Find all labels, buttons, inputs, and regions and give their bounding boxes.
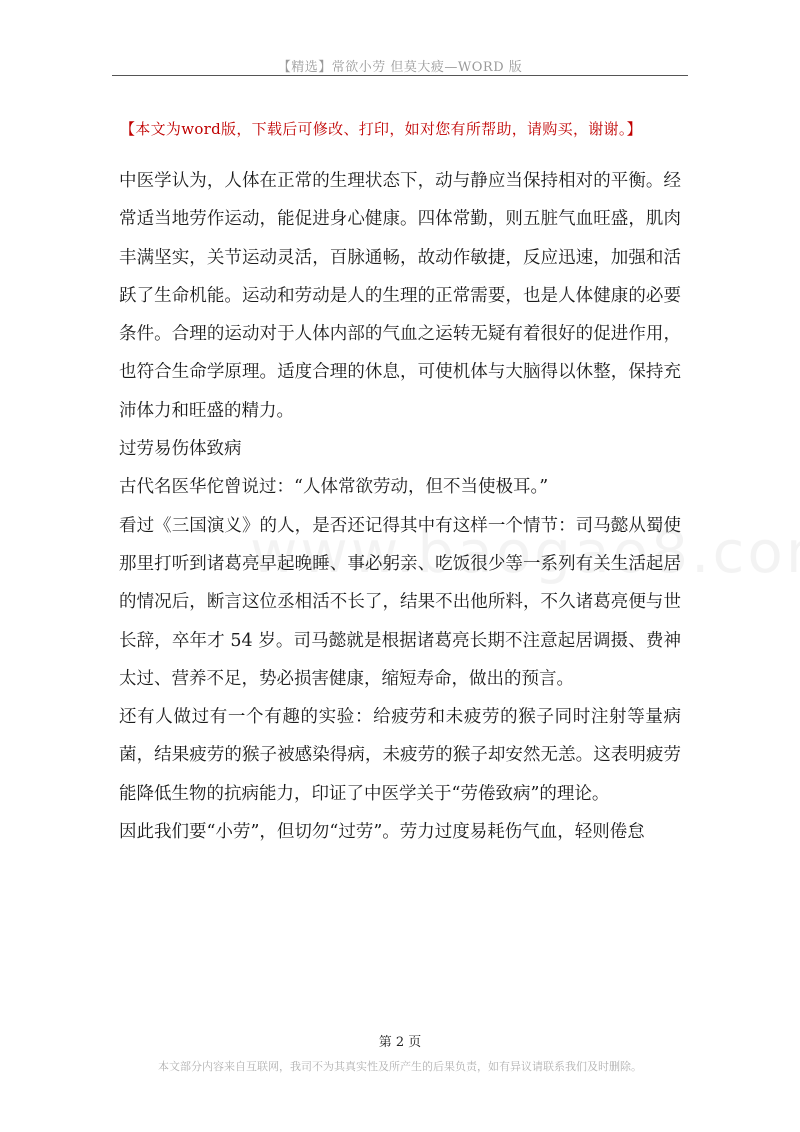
document-body bbox=[119, 162, 681, 851]
download-notice: 【本文为word版，下载后可修改、打印，如对您有所帮助，请购买，谢谢。】 bbox=[120, 120, 642, 138]
page-number: 第 2 页 bbox=[378, 1035, 422, 1050]
paragraph-huatuo-quote: 古代名医华佗曾说过：“人体常欲劳动，但不当使极耳。” bbox=[119, 477, 549, 498]
paragraph-three-kingdoms: 看过《三国演义》的人，是否还记得其中有这样一个情节：司马懿从蜀使那里打听到诸葛亮早起晚睡、事必躬亲、吃饭很少等一系列有关生活起居的情况后，断言这位丞相活不长了，结果不出他所料，不久诸葛亮便与世长辞，卒年才 54 岁。司马懿就是根据诸葛亮长期不注意起居调摄、费神太过、营养不足，势必损害健康，缩短寿命，做出的预言。 bbox=[119, 515, 681, 689]
section-heading: 过劳易伤体致病 bbox=[119, 439, 242, 460]
footer-disclaimer: 本文部分内容来自互联网，我司不为其真实性及所产生的后果负责，如有异议请联系我们及时删除。 bbox=[158, 1060, 642, 1073]
paragraph-intro: 中医学认为，人体在正常的生理状态下，动与静应当保持相对的平衡。经常适当地劳作运动，能促进身心健康。四体常勤，则五脏气血旺盛，肌肉丰满坚实，关节运动灵活，百脉通畅，故动作敏捷，反应迅速，加强和活跃了生命机能。运动和劳动是人的生理的正常需要，也是人体健康的必要条件。合理的运动对于人体内部的气血之运转无疑有着很好的促进作用，也符合生命学原理。适度合理的休息，可使机体与大脑得以休整，保持充沛体力和旺盛的精力。 bbox=[119, 171, 681, 421]
paragraph-conclusion: 因此我们要“小劳”，但切勿“过劳”。劳力过度易耗伤气血，轻则倦怠 bbox=[119, 822, 645, 843]
page-header-title: 【精选】常欲小劳 但莫大疲—WORD 版 bbox=[277, 60, 523, 75]
header-divider bbox=[112, 75, 688, 76]
paragraph-monkey-experiment: 还有人做过有一个有趣的实验：给疲劳和未疲劳的猴子同时注射等量病菌，结果疲劳的猴子被感染得病，未疲劳的猴子却安然无恙。这表明疲劳能降低生物的抗病能力，印证了中医学关于“劳倦致病”的理论。 bbox=[119, 707, 681, 804]
